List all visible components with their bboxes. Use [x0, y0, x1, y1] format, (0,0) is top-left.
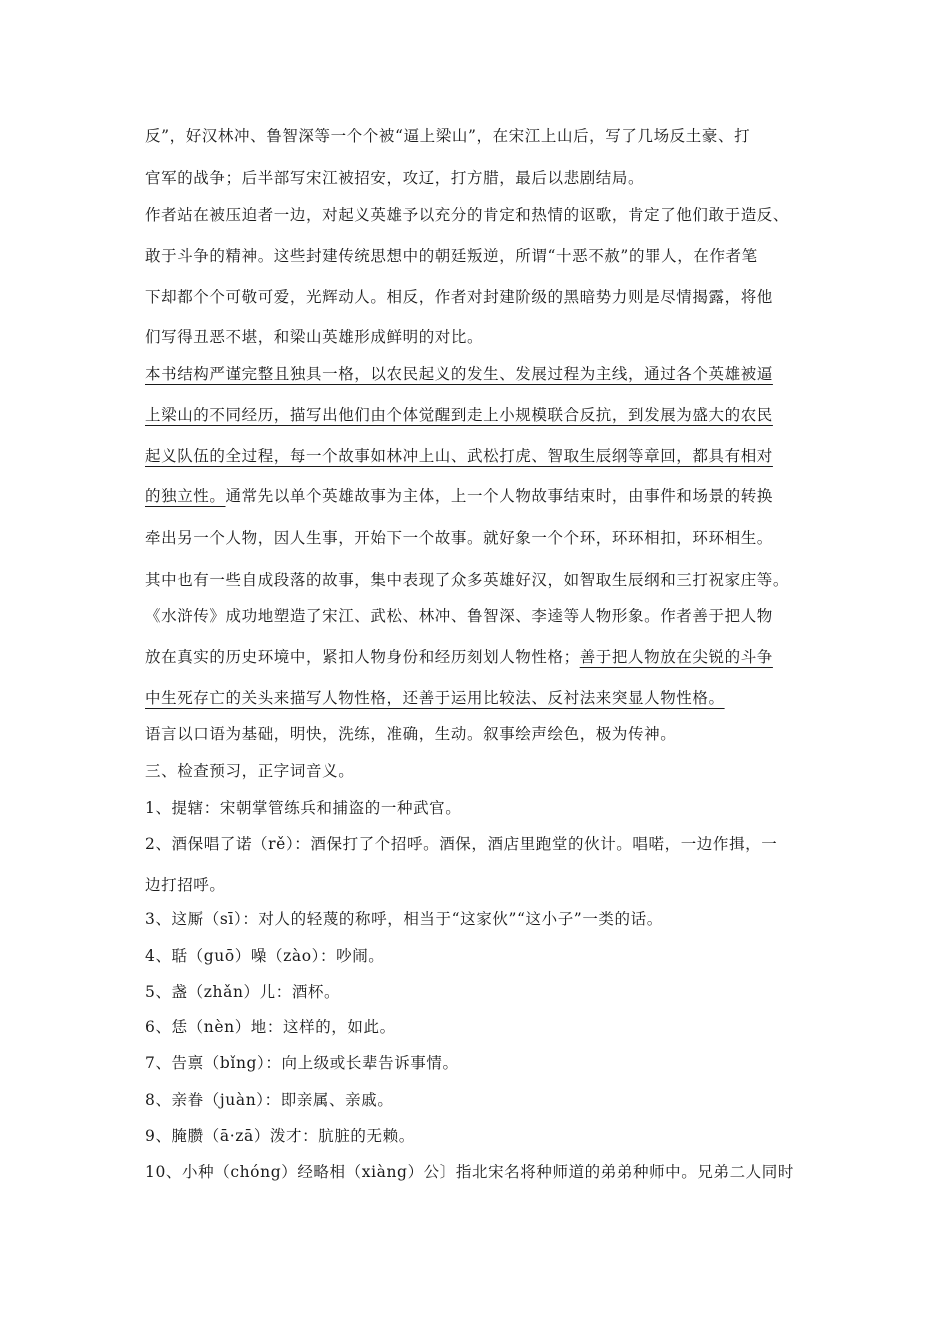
text-line: 其中也有一些自成段落的故事，集中表现了众多英雄好汉，如智取生辰纲和三打祝家庄等。 — [145, 571, 790, 589]
vocab-item: 4、聒（guō）噪（zào）：吵闹。 — [145, 947, 385, 965]
section-heading: 三、检查预习，正字词音义。 — [145, 762, 355, 780]
vocab-item: 8、亲眷（juàn）：即亲属、亲戚。 — [145, 1091, 394, 1109]
vocab-item: 6、恁（nèn）地：这样的，如此。 — [145, 1018, 396, 1036]
text-line: 放在真实的历史环境中，紧扣人物身份和经历刻划人物性格；善于把人物放在尖锐的斗争 — [145, 648, 773, 666]
text-line: 的独立性。通常先以单个英雄故事为主体，上一个人物故事结束时，由事件和场景的转换 — [145, 487, 773, 505]
underlined-line — [145, 364, 773, 384]
underlined-text: 中生死存亡的关头来描写人物性格，还善于运用比较法、反衬法来突显人物性格。 — [145, 689, 725, 707]
text-line: 《水浒传》成功地塑造了宋江、武松、林冲、鲁智深、李逵等人物形象。作者善于把人物 — [145, 607, 773, 625]
vocab-item: 1、提辖：宋朝掌管练兵和捕盗的一种武官。 — [145, 799, 462, 817]
text-line: 牵出另一个人物，因人生事，开始下一个故事。就好象一个个环，环环相扣，环环相生。 — [145, 529, 773, 547]
underlined-text: 的独立性。 — [145, 487, 226, 505]
vocab-item: 7、告禀（bǐng）：向上级或长辈告诉事情。 — [145, 1054, 459, 1072]
vocab-item: 2、酒保唱了诺（rě）：酒保打了个招呼。酒保，酒店里跑堂的伙计。唱喏，一边作揖，一 — [145, 835, 778, 853]
underlined-line — [145, 688, 725, 708]
text-line: 语言以口语为基础，明快，洗练，准确，生动。叙事绘声绘色，极为传神。 — [145, 725, 677, 743]
underlined-line — [145, 405, 773, 425]
underlined-text: 本书结构严谨完整且独具一格，以农民起义的发生、发展过程为主线，通过各个英雄被逼 — [145, 365, 773, 383]
text-line: 官军的战争；后半部写宋江被招安，攻辽，打方腊，最后以悲剧结局。 — [145, 169, 645, 187]
underlined-text: 善于把人物放在尖锐的斗争 — [579, 648, 773, 666]
vocab-item-continuation: 边打招呼。 — [145, 876, 226, 894]
text-line: 反”，好汉林冲、鲁智深等一个个被“逼上梁山”，在宋江上山后，写了几场反土豪、打 — [145, 127, 751, 145]
vocab-item: 3、这厮（sī）：对人的轻蔑的称呼，相当于“这家伙”“这小子”一类的话。 — [145, 910, 663, 928]
text-line: 作者站在被压迫者一边，对起义英雄予以充分的肯定和热情的讴歌，肯定了他们敢于造反、 — [145, 206, 790, 224]
vocab-item: 5、盏（zhǎn）儿：酒杯。 — [145, 983, 341, 1001]
text-line: 敢于斗争的精神。这些封建传统思想中的朝廷叛逆，所谓“十恶不赦”的罪人，在作者笔 — [145, 247, 758, 265]
vocab-item: 9、腌臜（ā·zā）泼才：肮脏的无赖。 — [145, 1127, 415, 1145]
underlined-text: 起义队伍的全过程，每一个故事如林冲上山、武松打虎、智取生辰纲等章回，都具有相对 — [145, 447, 773, 465]
text-line: 们写得丑恶不堪，和梁山英雄形成鲜明的对比。 — [145, 328, 484, 346]
underlined-text: 上梁山的不同经历，描写出他们由个体觉醒到走上小规模联合反抗，到发展为盛大的农民 — [145, 406, 773, 424]
vocab-item: 10、小种（chóng）经略相（xiàng）公〕指北宋名将种师道的弟弟种师中。兄弟二人同时 — [145, 1163, 794, 1181]
text-line: 下却都个个可敬可爱，光辉动人。相反，作者对封建阶级的黑暗势力则是尽情揭露，将他 — [145, 288, 773, 306]
underlined-line — [145, 446, 773, 466]
